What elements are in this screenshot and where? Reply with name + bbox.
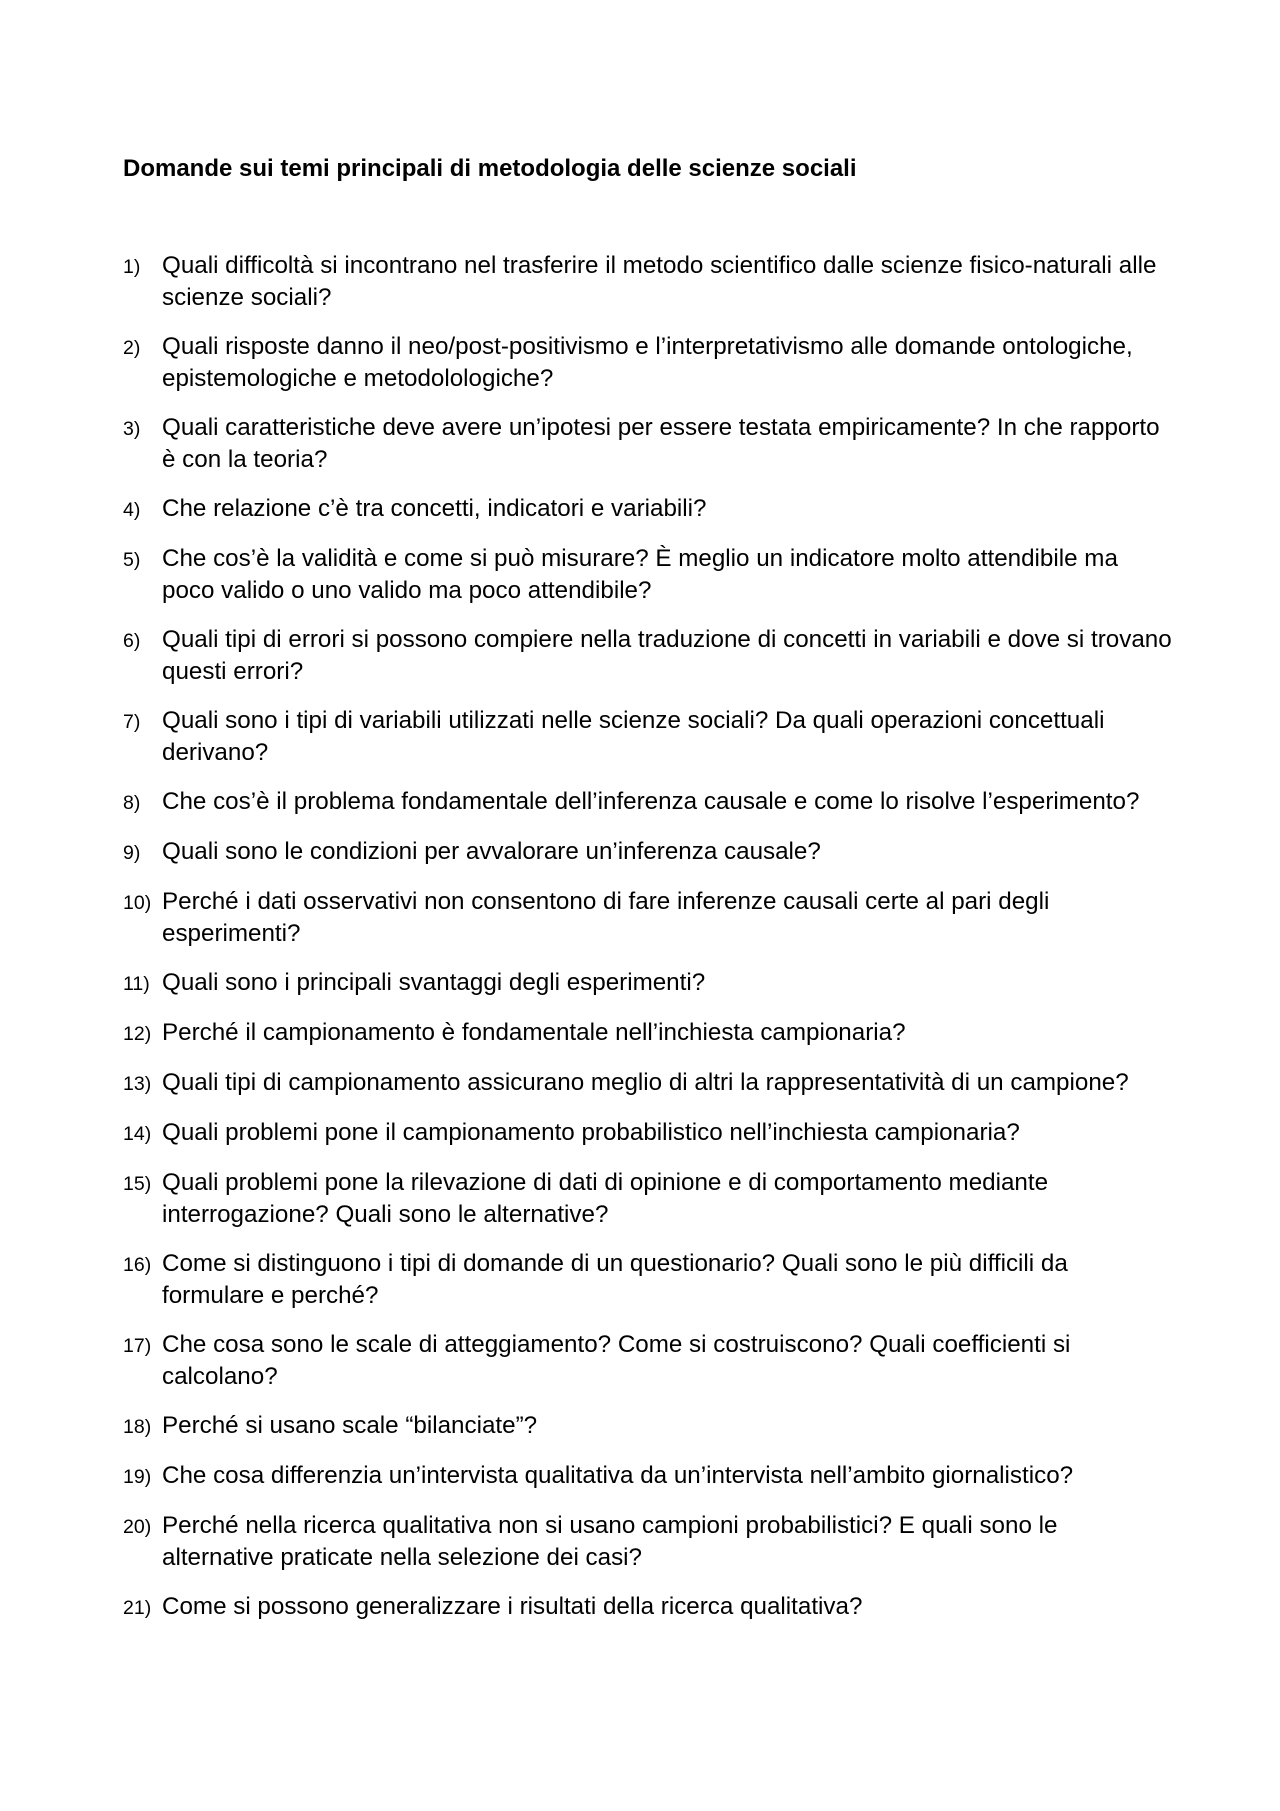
question-number: 15) xyxy=(123,1173,152,1195)
question-text: Quali tipi di campionamento assicurano meglio di altri la rappresentatività di un campione? xyxy=(162,1069,1129,1096)
question-number: 18) xyxy=(123,1416,152,1438)
question-text: Quali risposte danno il neo/post-positivismo e l’interpretativismo alle domande ontologiche, epistemologiche e metodolologiche? xyxy=(162,333,1133,392)
question-text: Quali tipi di errori si possono compiere nella traduzione di concetti in variabili e dove si trovano questi errori? xyxy=(162,626,1172,685)
question-list xyxy=(123,250,1173,1641)
question-text: Che cos’è il problema fondamentale dell’inferenza causale e come lo risolve l’esperimento? xyxy=(162,788,1140,815)
question-item xyxy=(123,1460,1173,1493)
question-item xyxy=(123,543,1173,607)
question-text: Perché il campionamento è fondamentale nell’inchiesta campionaria? xyxy=(162,1019,906,1046)
question-item xyxy=(123,1167,1173,1231)
question-item xyxy=(123,412,1173,476)
question-text: Che cosa differenzia un’intervista qualitativa da un’intervista nell’ambito giornalistico? xyxy=(162,1462,1074,1489)
question-item xyxy=(123,836,1173,869)
question-item xyxy=(123,1591,1173,1624)
question-text: Quali caratteristiche deve avere un’ipotesi per essere testata empiricamente? In che rapporto è con la teoria? xyxy=(162,414,1160,473)
question-item xyxy=(123,886,1173,950)
question-number: 19) xyxy=(123,1466,152,1488)
question-item xyxy=(123,1017,1173,1050)
question-item xyxy=(123,786,1173,819)
question-text: Quali sono i tipi di variabili utilizzati nelle scienze sociali? Da quali operazioni concettuali derivano? xyxy=(162,707,1105,766)
question-number: 5) xyxy=(123,549,141,571)
question-text: Perché i dati osservativi non consentono di fare inferenze causali certe al pari degli esperimenti? xyxy=(162,888,1050,947)
question-number: 10) xyxy=(123,892,152,914)
question-item xyxy=(123,967,1173,1000)
question-text: Perché nella ricerca qualitativa non si usano campioni probabilistici? E quali sono le alternative praticate nella selezione dei casi? xyxy=(162,1512,1058,1571)
question-number: 9) xyxy=(123,842,141,864)
question-item xyxy=(123,250,1173,314)
question-item xyxy=(123,493,1173,526)
question-text: Quali sono i principali svantaggi degli esperimenti? xyxy=(162,969,706,996)
question-number: 3) xyxy=(123,418,141,440)
question-number: 20) xyxy=(123,1516,152,1538)
question-number: 2) xyxy=(123,337,141,359)
question-text: Quali difficoltà si incontrano nel trasferire il metodo scientifico dalle scienze fisico-naturali alle scienze sociali? xyxy=(162,252,1157,311)
question-number: 11) xyxy=(123,973,150,995)
question-text: Come si distinguono i tipi di domande di un questionario? Quali sono le più difficili da formulare e perché? xyxy=(162,1250,1068,1309)
question-text: Quali problemi pone il campionamento probabilistico nell’inchiesta campionaria? xyxy=(162,1119,1020,1146)
question-number: 17) xyxy=(123,1335,152,1357)
question-number: 4) xyxy=(123,499,141,521)
question-text: Quali sono le condizioni per avvalorare un’inferenza causale? xyxy=(162,838,821,865)
question-text: Quali problemi pone la rilevazione di dati di opinione e di comportamento mediante interrogazione? Quali sono le alternative? xyxy=(162,1169,1049,1228)
question-number: 12) xyxy=(123,1023,152,1045)
document-title: Domande sui temi principali di metodologia delle scienze sociali xyxy=(123,155,857,182)
question-number: 13) xyxy=(123,1073,152,1095)
question-text: Che cosa sono le scale di atteggiamento? Come si costruiscono? Quali coefficienti si calcolano? xyxy=(162,1331,1071,1390)
question-item xyxy=(123,1410,1173,1443)
question-item xyxy=(123,331,1173,395)
question-number: 1) xyxy=(123,256,141,278)
question-number: 14) xyxy=(123,1123,152,1145)
question-item xyxy=(123,1248,1173,1312)
question-item xyxy=(123,1067,1173,1100)
question-text: Che relazione c’è tra concetti, indicatori e variabili? xyxy=(162,495,707,522)
question-item xyxy=(123,1117,1173,1150)
question-item xyxy=(123,624,1173,688)
question-number: 21) xyxy=(123,1597,152,1619)
question-number: 7) xyxy=(123,711,141,733)
question-number: 6) xyxy=(123,630,141,652)
question-item xyxy=(123,705,1173,769)
question-number: 16) xyxy=(123,1254,152,1276)
question-text: Come si possono generalizzare i risultati della ricerca qualitativa? xyxy=(162,1593,863,1620)
question-text: Perché si usano scale “bilanciate”? xyxy=(162,1412,538,1439)
question-text: Che cos’è la validità e come si può misurare? È meglio un indicatore molto attendibile ma poco valido o uno valido ma poco attendibile? xyxy=(162,545,1118,604)
question-number: 8) xyxy=(123,792,141,814)
question-item xyxy=(123,1510,1173,1574)
question-item xyxy=(123,1329,1173,1393)
